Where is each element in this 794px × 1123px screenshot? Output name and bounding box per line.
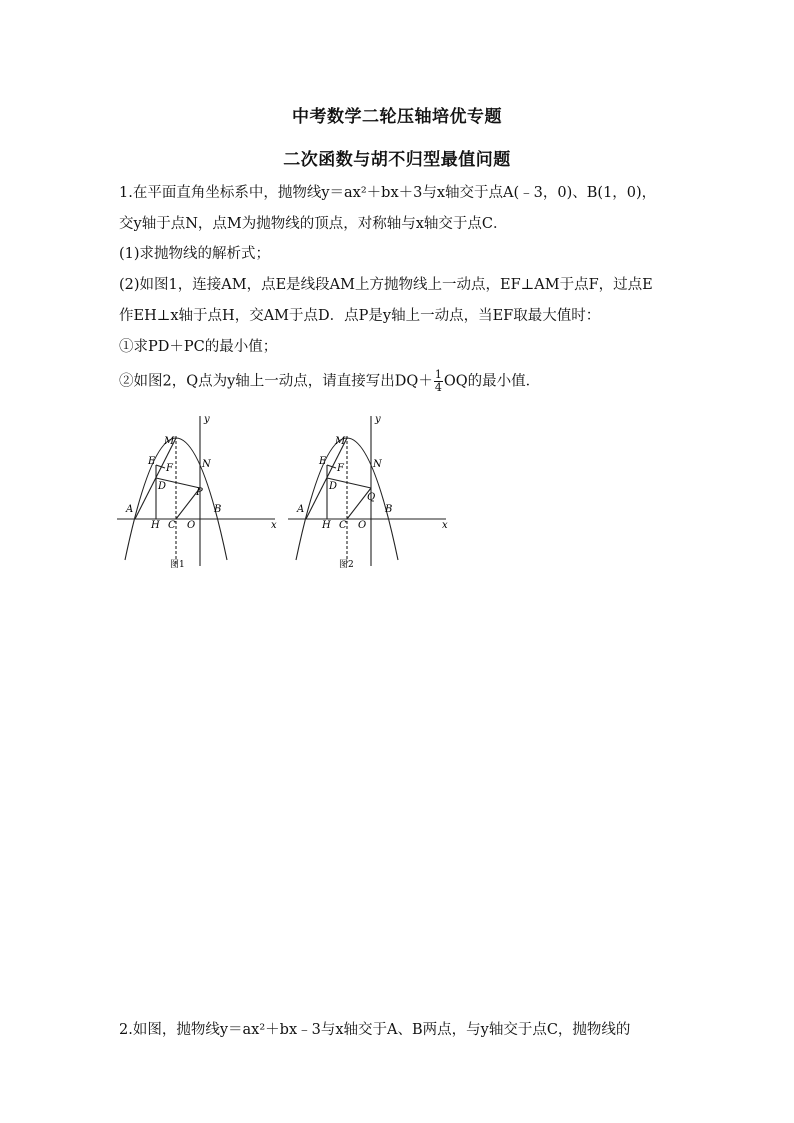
label-a: A [126,504,134,515]
label-o: O [358,520,367,531]
label-y: y [375,414,381,425]
problem1-part2-line2: 作EH⊥x轴于点H，交AM于点D．点P是y轴上一动点，当EF取最大值时： [119,308,601,324]
label-b: B [214,504,222,515]
label-m: M [335,436,346,447]
label-n: N [202,459,211,470]
document-subtitle: 二次函数与胡不归型最值问题 [283,150,511,170]
subpart2-text-after: OQ的最小值． [443,373,541,390]
label-o: O [187,520,196,531]
problem2-line1: 2.如图，抛物线y＝ax²＋bx﹣3与x轴交于A、B两点，与y轴交于点C，抛物线的 [119,1022,631,1038]
label-h: H [151,520,160,531]
label-e: E [319,456,327,467]
label-c: C [168,520,176,531]
problem1-part2-line1: (2)如图1，连接AM，点E是线段AM上方抛物线上一动点，EF⊥AM于点F，过点E [119,277,653,293]
figure-caption: 图1 [170,560,185,570]
label-y: y [204,414,210,425]
label-e: E [148,456,156,467]
label-a: A [297,504,305,515]
fraction-numerator: 1 [434,368,442,381]
problem1-line2: 交y轴于点N，点M为抛物线的顶点，对称轴与x轴交于点C． [119,216,508,232]
label-f: F [337,463,344,474]
label-x: x [271,520,277,531]
figure-caption: 图2 [339,560,354,570]
problem1-line1: 1.在平面直角坐标系中，抛物线y＝ax²＋bx＋3与x轴交于点A(﹣3，0)、B(1，0)， [119,185,657,201]
subpart2-text-before: ②如图2，Q点为y轴上一动点，请直接写出DQ＋ [119,373,433,390]
label-n: N [373,459,382,470]
figure-1 [115,408,285,578]
problem1-subpart1: ①求PD＋PC的最小值； [119,339,278,355]
document-title: 中考数学二轮压轴培优专题 [292,107,502,127]
label-d: D [329,481,338,492]
problem1-part1: (1)求抛物线的解析式； [119,246,271,262]
fraction-denominator: 4 [434,381,442,394]
label-b: B [385,504,393,515]
label-f: F [166,463,173,474]
label-d: D [158,481,167,492]
label-p: P [196,487,203,498]
label-m: M [164,436,175,447]
figure-2 [286,408,456,578]
label-q: Q [367,492,376,503]
fraction-one-quarter [434,369,443,394]
problem1-subpart2 [119,369,540,394]
label-c: C [339,520,347,531]
label-x: x [442,520,448,531]
label-h: H [322,520,331,531]
